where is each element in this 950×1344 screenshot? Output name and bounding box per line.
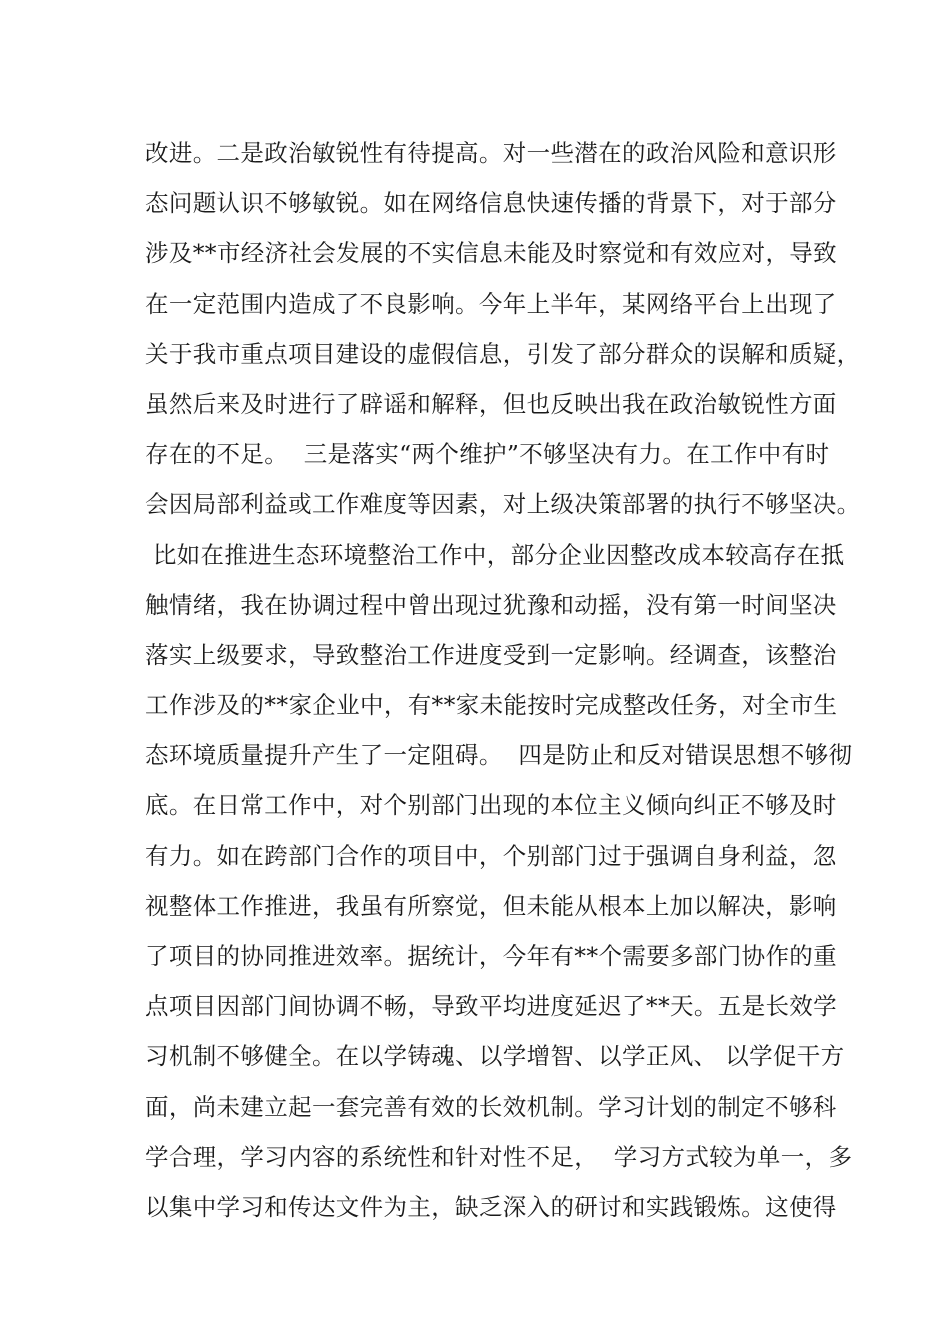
text-line: 学合理，学习内容的系统性和针对性不足， 学习方式较为单一，多 <box>145 1142 853 1171</box>
text-line: 了项目的协同推进效率。据统计，今年有**个需要多部门协作的重 <box>145 942 837 970</box>
text-line: 底。在日常工作中，对个别部门出现的本位主义倾向纠正不够及时 <box>145 791 837 820</box>
text-line: 落实上级要求，导致整治工作进度受到一定影响。经调查，该整治 <box>145 640 837 669</box>
text-line: 会因局部利益或工作难度等因素，对上级决策部署的执行不够坚决。 <box>145 490 861 519</box>
text-line: 触情绪，我在协调过程中曾出现过犹豫和动摇，没有第一时间坚决 <box>145 590 837 619</box>
text-line: 改进。二是政治敏锐性有待提高。对一些潜在的政治风险和意识形 <box>145 139 837 167</box>
text-line: 习机制不够健全。在以学铸魂、以学增智、以学正风、 以学促干方 <box>145 1042 845 1071</box>
text-line: 态环境质量提升产生了一定阻碍。 四是防止和反对错误思想不够彻 <box>145 741 853 770</box>
text-line: 有力。如在跨部门合作的项目中，个别部门过于强调自身利益，忽 <box>145 841 837 870</box>
text-line: 在一定范围内造成了不良影响。今年上半年，某网络平台上出现了 <box>145 289 837 318</box>
text-line: 态问题认识不够敏锐。如在网络信息快速传播的背景下，对于部分 <box>145 189 837 218</box>
text-line: 虽然后来及时进行了辟谣和解释，但也反映出我在政治敏锐性方面 <box>145 389 837 418</box>
text-line: 面，尚未建立起一套完善有效的长效机制。学习计划的制定不够科 <box>145 1092 837 1121</box>
text-line: 比如在推进生态环境整治工作中，部分企业因整改成本较高存在抵 <box>145 540 845 569</box>
text-line: 以集中学习和传达文件为主，缺乏深入的研讨和实践锻炼。这使得 <box>145 1192 837 1221</box>
text-line: 视整体工作推进，我虽有所察觉，但未能从根本上加以解决，影响 <box>145 891 837 920</box>
text-line: 涉及**市经济社会发展的不实信息未能及时察觉和有效应对，导致 <box>145 239 837 268</box>
body-text <box>145 128 861 1232</box>
text-line: 存在的不足。 三是落实“两个维护”不够坚决有力。在工作中有时 <box>145 440 830 469</box>
text-line: 工作涉及的**家企业中，有**家未能按时完成整改任务，对全市生 <box>145 691 838 720</box>
text-line: 关于我市重点项目建设的虚假信息，引发了部分群众的误解和质疑， <box>145 339 861 368</box>
text-line: 点项目因部门间协调不畅，导致平均进度延迟了**天。五是长效学 <box>145 992 837 1021</box>
